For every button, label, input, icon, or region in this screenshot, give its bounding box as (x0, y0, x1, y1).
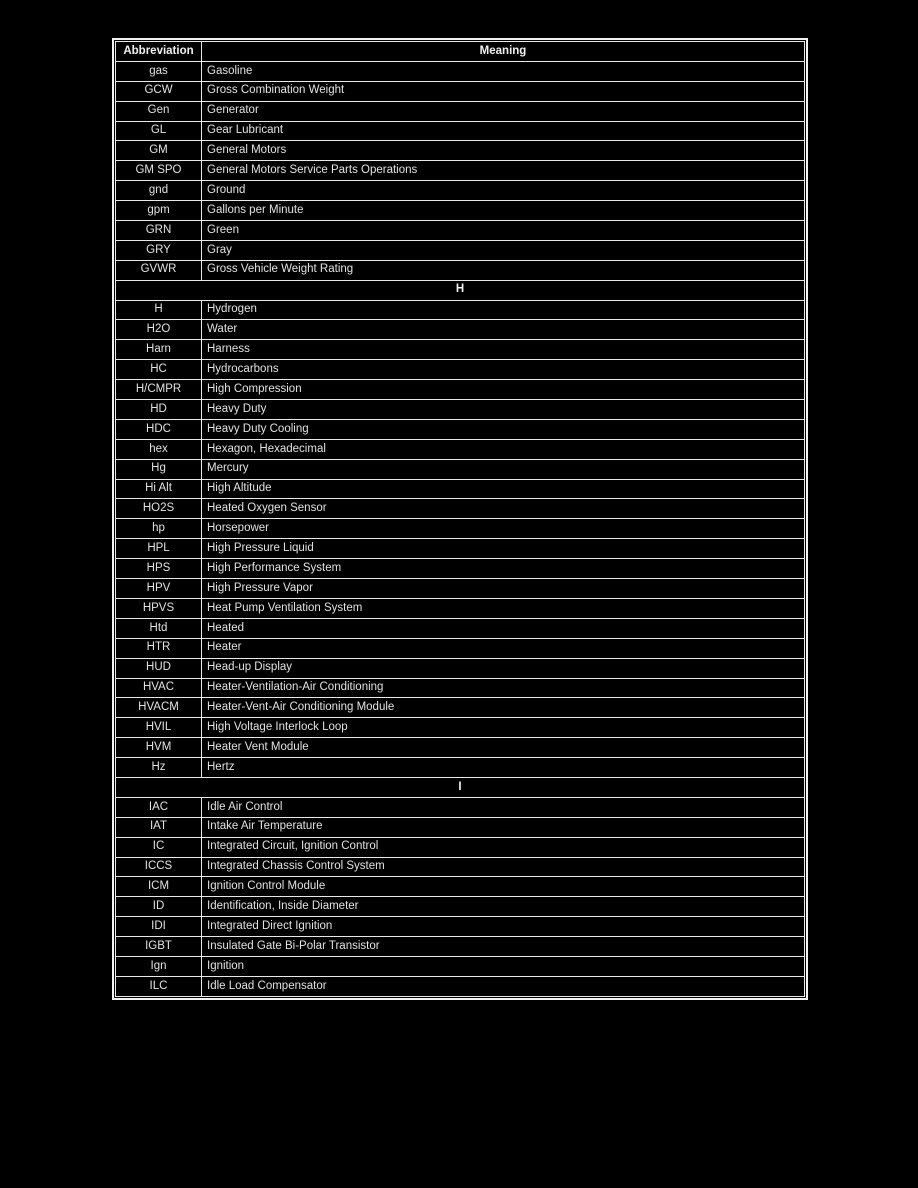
table-row (116, 658, 805, 678)
abbreviation-cell: Hz (116, 758, 202, 778)
abbreviation-cell: GRN (116, 221, 202, 241)
abbreviation-cell: HPV (116, 579, 202, 599)
meaning-cell: Heater Vent Module (202, 738, 805, 758)
table-row (116, 121, 805, 141)
table-row (116, 877, 805, 897)
meaning-cell: Identification, Inside Diameter (202, 897, 805, 917)
abbreviation-cell: Ign (116, 956, 202, 976)
table-row (116, 240, 805, 260)
meaning-cell: Heater-Ventilation-Air Conditioning (202, 678, 805, 698)
meaning-cell: Mercury (202, 459, 805, 479)
meaning-cell: Integrated Chassis Control System (202, 857, 805, 877)
meaning-cell: Gross Vehicle Weight Rating (202, 260, 805, 280)
abbreviation-cell: HPS (116, 559, 202, 579)
table-row (116, 260, 805, 280)
abbreviation-table-body (116, 61, 805, 996)
table-row (116, 320, 805, 340)
table-row (116, 956, 805, 976)
table-row (116, 81, 805, 101)
abbreviation-cell: Htd (116, 618, 202, 638)
meaning-cell: Gear Lubricant (202, 121, 805, 141)
meaning-cell: Idle Load Compensator (202, 976, 805, 996)
abbreviation-cell: Hi Alt (116, 479, 202, 499)
section-label: H (116, 280, 805, 300)
table-row (116, 638, 805, 658)
abbreviation-cell: gpm (116, 201, 202, 221)
abbreviation-cell: HVM (116, 738, 202, 758)
abbreviation-cell: H2O (116, 320, 202, 340)
meaning-cell: High Compression (202, 380, 805, 400)
meaning-cell: Gross Combination Weight (202, 81, 805, 101)
table-row (116, 419, 805, 439)
meaning-cell: Hertz (202, 758, 805, 778)
meaning-cell: Hydrogen (202, 300, 805, 320)
abbreviation-cell: ID (116, 897, 202, 917)
meaning-cell: Ignition (202, 956, 805, 976)
meaning-cell: High Pressure Vapor (202, 579, 805, 599)
abbreviation-cell: hp (116, 519, 202, 539)
abbreviation-table-container (112, 38, 808, 1000)
table-row (116, 976, 805, 996)
table-row (116, 618, 805, 638)
abbreviation-cell: HVIL (116, 718, 202, 738)
abbreviation-cell: IAT (116, 817, 202, 837)
meaning-cell: Ignition Control Module (202, 877, 805, 897)
table-row (116, 221, 805, 241)
abbreviation-cell: GVWR (116, 260, 202, 280)
abbreviation-cell: GRY (116, 240, 202, 260)
abbreviation-cell: H (116, 300, 202, 320)
abbreviation-cell: HO2S (116, 499, 202, 519)
meaning-cell: Generator (202, 101, 805, 121)
abbreviation-table (115, 41, 805, 997)
abbreviation-cell: HVACM (116, 698, 202, 718)
table-row (116, 698, 805, 718)
meaning-cell: Integrated Direct Ignition (202, 917, 805, 937)
meaning-cell: Horsepower (202, 519, 805, 539)
abbreviation-cell: HPL (116, 539, 202, 559)
section-row (116, 777, 805, 797)
meaning-cell: Hydrocarbons (202, 360, 805, 380)
table-row (116, 340, 805, 360)
meaning-cell: Heater (202, 638, 805, 658)
abbreviation-cell: GM SPO (116, 161, 202, 181)
meaning-cell: Heavy Duty Cooling (202, 419, 805, 439)
header-row (116, 42, 805, 62)
abbreviation-cell: GCW (116, 81, 202, 101)
table-row (116, 579, 805, 599)
table-row (116, 519, 805, 539)
abbreviation-cell: GL (116, 121, 202, 141)
abbreviation-cell: H/CMPR (116, 380, 202, 400)
table-row (116, 439, 805, 459)
table-row (116, 539, 805, 559)
section-row (116, 280, 805, 300)
meaning-cell: Heated Oxygen Sensor (202, 499, 805, 519)
abbreviation-cell: HTR (116, 638, 202, 658)
meaning-cell: High Pressure Liquid (202, 539, 805, 559)
table-row (116, 917, 805, 937)
meaning-cell: General Motors (202, 141, 805, 161)
abbreviation-cell: HUD (116, 658, 202, 678)
abbreviation-cell: IAC (116, 797, 202, 817)
table-row (116, 559, 805, 579)
abbreviation-cell: HPVS (116, 598, 202, 618)
table-row (116, 937, 805, 957)
abbreviation-cell: HC (116, 360, 202, 380)
table-row (116, 499, 805, 519)
meaning-cell: Gallons per Minute (202, 201, 805, 221)
table-row (116, 400, 805, 420)
meaning-cell: Green (202, 221, 805, 241)
table-row (116, 678, 805, 698)
meaning-cell: Ground (202, 181, 805, 201)
abbreviation-cell: ICM (116, 877, 202, 897)
meaning-column-header: Meaning (202, 42, 805, 62)
table-row (116, 360, 805, 380)
table-row (116, 718, 805, 738)
table-row (116, 479, 805, 499)
meaning-cell: Integrated Circuit, Ignition Control (202, 837, 805, 857)
abbreviation-cell: IC (116, 837, 202, 857)
table-row (116, 300, 805, 320)
abbreviation-column-header: Abbreviation (116, 42, 202, 62)
abbreviation-cell: IGBT (116, 937, 202, 957)
table-row (116, 201, 805, 221)
meaning-cell: Head-up Display (202, 658, 805, 678)
table-row (116, 738, 805, 758)
abbreviation-cell: gas (116, 61, 202, 81)
meaning-cell: High Performance System (202, 559, 805, 579)
table-row (116, 797, 805, 817)
meaning-cell: Gasoline (202, 61, 805, 81)
abbreviation-cell: Hg (116, 459, 202, 479)
table-row (116, 598, 805, 618)
meaning-cell: Idle Air Control (202, 797, 805, 817)
abbreviation-cell: HD (116, 400, 202, 420)
meaning-cell: Heat Pump Ventilation System (202, 598, 805, 618)
table-row (116, 61, 805, 81)
meaning-cell: Harness (202, 340, 805, 360)
meaning-cell: Gray (202, 240, 805, 260)
meaning-cell: Water (202, 320, 805, 340)
table-row (116, 101, 805, 121)
abbreviation-cell: Harn (116, 340, 202, 360)
meaning-cell: Hexagon, Hexadecimal (202, 439, 805, 459)
abbreviation-cell: gnd (116, 181, 202, 201)
table-row (116, 857, 805, 877)
meaning-cell: High Altitude (202, 479, 805, 499)
abbreviation-cell: IDI (116, 917, 202, 937)
abbreviation-table-head (116, 42, 805, 62)
abbreviation-cell: HVAC (116, 678, 202, 698)
meaning-cell: Heater-Vent-Air Conditioning Module (202, 698, 805, 718)
table-row (116, 161, 805, 181)
abbreviation-cell: ICCS (116, 857, 202, 877)
meaning-cell: Insulated Gate Bi-Polar Transistor (202, 937, 805, 957)
section-label: I (116, 777, 805, 797)
meaning-cell: Heated (202, 618, 805, 638)
table-row (116, 141, 805, 161)
table-row (116, 837, 805, 857)
abbreviation-cell: Gen (116, 101, 202, 121)
table-row (116, 817, 805, 837)
table-row (116, 380, 805, 400)
abbreviation-cell: HDC (116, 419, 202, 439)
meaning-cell: General Motors Service Parts Operations (202, 161, 805, 181)
table-row (116, 459, 805, 479)
meaning-cell: High Voltage Interlock Loop (202, 718, 805, 738)
abbreviation-cell: hex (116, 439, 202, 459)
table-row (116, 181, 805, 201)
meaning-cell: Heavy Duty (202, 400, 805, 420)
meaning-cell: Intake Air Temperature (202, 817, 805, 837)
abbreviation-cell: ILC (116, 976, 202, 996)
table-row (116, 897, 805, 917)
abbreviation-cell: GM (116, 141, 202, 161)
table-row (116, 758, 805, 778)
